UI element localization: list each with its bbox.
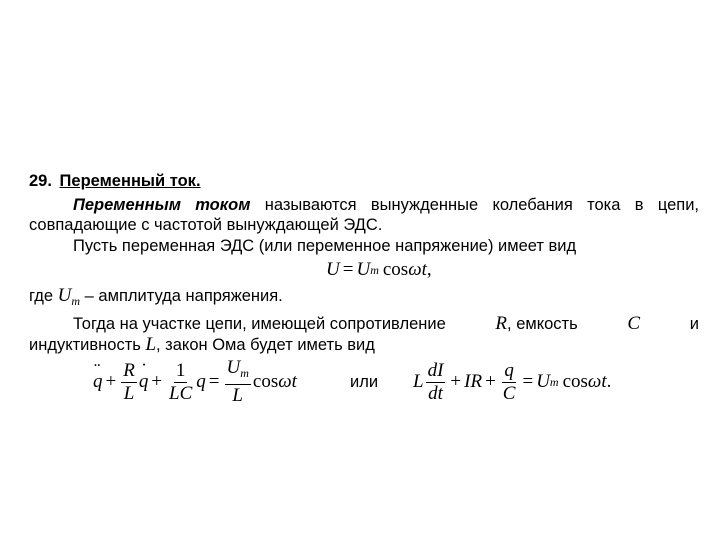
frac-um: U [226, 357, 241, 378]
definition-rest: называются вынужденные колебания тока в цепи, [250, 196, 699, 214]
fraction-di-dt [426, 361, 446, 404]
symbol-l: L [145, 334, 157, 355]
frac-dt: dt [428, 382, 443, 404]
frac-l: L [123, 382, 135, 404]
symbol-l-3: L [413, 371, 424, 392]
formula-omega-t: ωt [408, 259, 427, 280]
ohm-line-1-a: Тогда на участке цепи, имеющей сопротивление [73, 315, 446, 333]
formula-u: U [326, 259, 340, 280]
ohm-line-1-b: , емкость [507, 315, 578, 333]
cos-3: cos [562, 371, 588, 392]
cos-2: cos [252, 371, 279, 392]
formula-equals: = [342, 259, 354, 280]
frac-one: 1 [175, 359, 186, 381]
ohm-line-2 [29, 335, 375, 355]
formula-cos: cos [382, 259, 409, 280]
emf-formula [326, 258, 432, 282]
plus-3: + [450, 371, 462, 392]
equals-2: = [208, 371, 220, 392]
frac-um-sub: m [240, 366, 249, 380]
formula-um: U [356, 259, 371, 280]
section-heading [29, 172, 201, 191]
charge-equation [93, 358, 297, 406]
omega-t-2: ωt [278, 371, 297, 392]
formula-comma: , [426, 259, 432, 280]
fraction-r-over-l [121, 361, 137, 404]
period-3: . [606, 371, 612, 392]
u-3: U [536, 371, 550, 392]
amplitude-symbol-sub: m [71, 294, 81, 308]
section-title: Переменный ток. [59, 172, 201, 190]
frac-lc: LC [169, 382, 193, 404]
definition-line-1 [73, 195, 699, 215]
plus-2: + [151, 371, 163, 392]
emf-sentence: Пусть переменная ЭДС (или переменное напряжение) имеет вид [73, 237, 577, 255]
q: q [196, 371, 206, 392]
or-word: или [350, 373, 379, 391]
amplitude-symbol: U [57, 285, 72, 306]
section-number: 29. [29, 172, 52, 190]
ohm-line-2-b: , закон Ома будет иметь вид [156, 336, 375, 354]
definition-line-1-text [73, 195, 699, 215]
definition-term: Переменным током [73, 196, 251, 214]
ohm-line-2-a: индуктивность [29, 336, 146, 354]
frac-q: q [504, 359, 514, 381]
frac-l2: L [232, 385, 243, 406]
formula-um-sub: m [370, 262, 379, 277]
ohm-line-1-c: и [689, 315, 699, 333]
q-double-dot: ¨ q [93, 371, 103, 393]
ir: IR [464, 371, 483, 392]
definition-line-2: совпадающие с частотой вынуждающей ЭДС. [29, 216, 383, 234]
fraction-q-over-c [501, 361, 518, 404]
symbol-c: C [627, 313, 641, 334]
equals-3: = [522, 371, 534, 392]
frac-c: C [502, 382, 516, 404]
ohm-line-1 [73, 314, 699, 334]
amplitude-prefix: где [29, 287, 58, 305]
frac-r: R [123, 359, 135, 381]
fraction-one-over-lc [167, 361, 194, 404]
u-3-sub: m [549, 374, 559, 389]
amplitude-sentence [29, 286, 283, 311]
q-dot: ˙ q [139, 371, 149, 393]
amplitude-rest: – амплитуда напряжения. [80, 287, 283, 305]
plus-4: + [485, 371, 496, 392]
plus-1: + [105, 371, 117, 392]
symbol-r: R [495, 313, 508, 334]
omega-t-3: ωt [587, 371, 607, 392]
frac-di: dI [427, 359, 444, 381]
fraction-um-over-l [225, 358, 251, 406]
current-equation [413, 358, 611, 406]
